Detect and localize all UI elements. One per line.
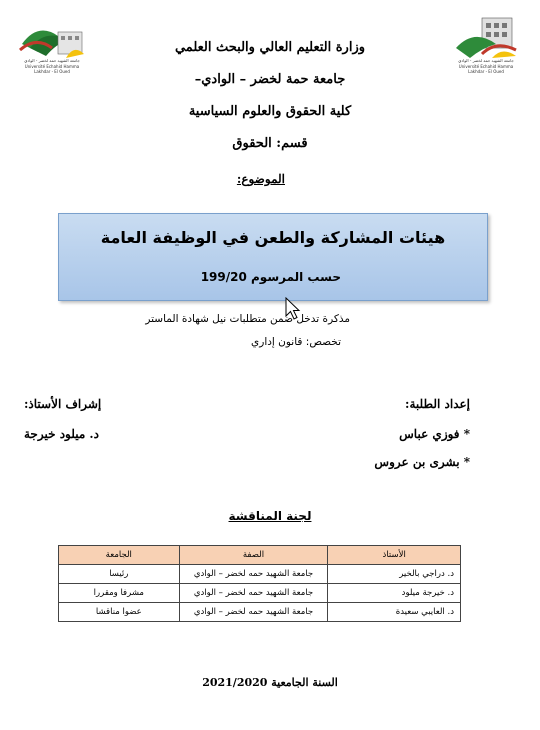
- thesis-title: هيئات المشاركة والطعن في الوظيفة العامة: [100, 228, 446, 247]
- supervisor-label: إشراف الأستاذ:: [24, 397, 102, 411]
- table-cell: جامعة الشهيد حمه لخضر – الوادي: [179, 565, 328, 584]
- logo-caption-arabic: جامعة الشهيد حمة لخضر - الوادي: [458, 58, 514, 63]
- table-cell: عضوا مناقشا: [59, 603, 180, 622]
- column-header: الصفة: [179, 546, 328, 565]
- committee-title: لجنة المناقشة: [228, 509, 312, 523]
- subject-label: الموضوع:: [236, 172, 285, 186]
- table-cell: د. دراجي بالخير: [328, 565, 461, 584]
- student-name-2: * بشرى بن عروس: [374, 455, 470, 469]
- table-cell: د. العايبي سعيدة: [328, 603, 461, 622]
- table-cell: جامعة الشهيد حمه لخضر – الوادي: [179, 603, 328, 622]
- table-cell: جامعة الشهيد حمه لخضر – الوادي: [179, 584, 328, 603]
- student-name-1: * فوزي عباس: [399, 427, 470, 441]
- column-header: الأستاذ: [328, 546, 461, 565]
- university-emblem-icon: [452, 14, 520, 60]
- faculty-name: كلية الحقوق والعلوم السياسية: [188, 104, 352, 119]
- table-row: [59, 584, 461, 603]
- logo-caption-latin: Université Echahid Hamma Lakhdar - El Oued: [458, 64, 514, 74]
- university-logo-left: [18, 14, 86, 74]
- university-name: جامعة حمة لخضر – الوادي–: [194, 72, 346, 87]
- table-cell: رئيسا: [59, 565, 180, 584]
- table-row: [59, 565, 461, 584]
- thesis-decree: حسب المرسوم 199/20: [200, 270, 341, 284]
- thesis-note: مذكرة تدخل ضمن متطلبات نيل شهادة الماستر: [145, 313, 350, 325]
- students-label: إعداد الطلبة:: [405, 397, 470, 411]
- academic-year: السنة الجامعية 2021/2020: [202, 676, 338, 689]
- supervisor-name: د. ميلود خيرجة: [24, 427, 99, 441]
- department-name: قسم: الحقوق: [232, 136, 308, 151]
- table-header-row: [59, 546, 461, 565]
- table-cell: مشرفا ومقررا: [59, 584, 180, 603]
- table-row: [59, 603, 461, 622]
- thesis-specialty: تخصص: قانون إداري: [251, 336, 341, 348]
- column-header: الجامعة: [59, 546, 180, 565]
- logo-caption-latin: Université Echahid Hamma Lakhdar - El Oued: [24, 64, 80, 74]
- logo-caption-arabic: جامعة الشهيد حمة لخضر - الوادي: [24, 58, 80, 63]
- ministry-name: وزارة التعليم العالي والبحث العلمي: [174, 40, 366, 55]
- university-emblem-icon: [18, 14, 86, 60]
- university-logo-right: [452, 14, 520, 74]
- title-box: [58, 213, 488, 301]
- committee-table: [58, 545, 461, 622]
- table-cell: د. خيرجة ميلود: [328, 584, 461, 603]
